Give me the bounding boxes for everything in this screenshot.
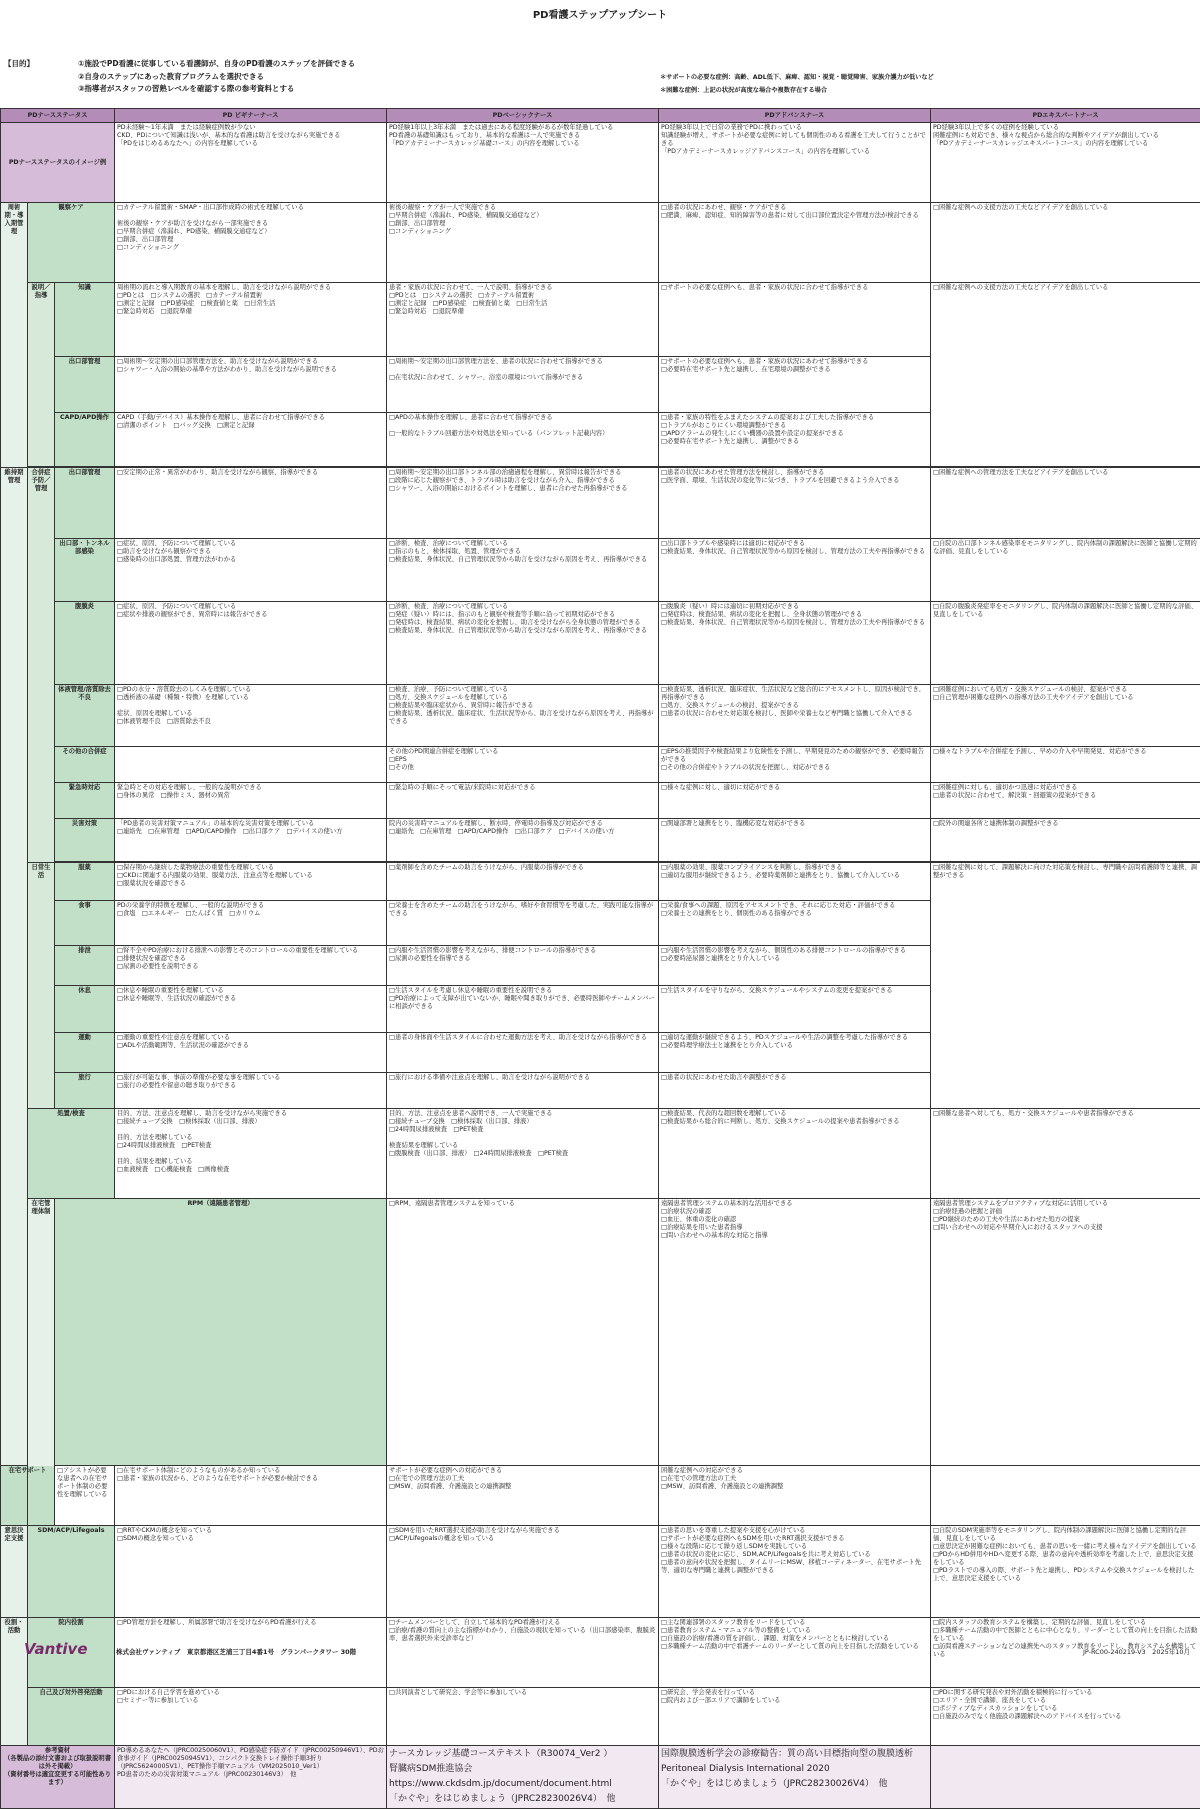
purpose-item: ③指導者がスタッフの習熟レベルを確認する際の参考資料とする xyxy=(78,83,638,96)
image-row xyxy=(1,123,1200,203)
row-label-disaster: 災害対策 xyxy=(55,819,115,862)
cell: □検査結果、代表的な超回数を理解している □検査結果から総合的に判断し、処方、交換スケジュールの提案や患者指導ができる xyxy=(659,1109,931,1199)
header-beginner: PD ビギナーナース xyxy=(115,109,387,123)
row-label-rest: 休息 xyxy=(55,986,115,1033)
cell: □共同演者として研究会、学会等に参加している xyxy=(387,1688,659,1746)
cell xyxy=(115,747,387,783)
purpose-label: 【目的】 xyxy=(4,58,64,71)
note-support: ＊サポートの必要な症例：高齢、ADL低下、麻痺、認知・視覚・聴覚障害、家族介護力が低いなど xyxy=(660,71,934,84)
cell: □主な関連部署のスタッフ教育をリードをしている □患者教育システム・マニュアル等の整備をしている □自施設の治療/看護の質を評価し、課題、対策をメンバーとともに検討している □多職種チーム活動の中で看護チームのリーダーとして質の向上を目指した活動をしている xyxy=(659,1618,931,1688)
cell: □自院の出口部トンネル感染率をモニタリングし、院内体制の課題解決に医師と協働し定期的な評価、見直しをしている xyxy=(931,539,1200,602)
cell: □PDの水分・溶質除去のしくみを理解している □透析液の基礎（種類・特徴）を理解している 症状、原因を理解している □体液管理不良 □溶質除去不良 xyxy=(115,685,387,747)
cell: □腹膜炎（疑い）時には適切に初期対応ができる □発症時は、検査結果、病状の変化を把握し、全身状態の管理ができる □検査結果、身体状況、自己管理状況等から原因を検討し、管理方法の工夫や再指導ができる xyxy=(659,602,931,685)
cell: □様々なトラブルや合併症を予測し、早めの介入や早期発見、対応ができる xyxy=(931,747,1200,783)
cell: 術後の観察・ケアが一人で実施できる □早期合併症（滲漏れ、PD感染、横隔膜交通症など） □創部、出口部管理 □コンディショニング xyxy=(387,203,659,283)
header-basic: PDベーシックナース xyxy=(387,109,659,123)
category-comp: 合併症予防／管理 xyxy=(28,468,55,863)
category-role: 役割・活動 xyxy=(1,1618,28,1746)
category-daily: 日常生活 xyxy=(28,863,55,1109)
row-label-test: 処置/検査 xyxy=(28,1109,115,1199)
table-row xyxy=(1,747,1200,783)
row-label-perit: 腹膜炎 xyxy=(55,602,115,685)
header-expert: PDエキスパートナース xyxy=(931,109,1200,123)
reference-label: 参考資材 （各製品の添付文書および取扱説明書は外そ掲載） （資材番号は適宜変更する可能性あります） xyxy=(1,1746,115,1809)
cell: □患者の身体面や生活スタイルに合わせた運動方法を考え、助言を受けながら指導ができる xyxy=(387,1033,659,1073)
cell: その他のPD関連合併症を理解している □EPS □その他 xyxy=(387,747,659,783)
reference-cell: ナースカレッジ基礎コーステキスト（R30074_Ver2 ） 腎臓病SDM推進協会 https://www.ckdsdm.jp/document/document.html 「かぐや」をはじめましょう（JPRC28230026V4） 他 xyxy=(387,1746,659,1809)
row-label-emerg: 緊急時対応 xyxy=(55,783,115,819)
cell: □内服や生活習慣の影響を考えながら、排便コントロールの指導ができる □尿測の必要性を指導できる xyxy=(387,946,659,986)
cell: □生活スタイルを考慮し休息や睡眠の重要性を説明できる □PD治療によって支障が出ていないか、睡眠や聞き取りができ、必要時医師やチームメンバーに相談ができる xyxy=(387,986,659,1033)
image-cell: PD経験1年以上3年未満 または過去にある程度経験があるが数年経過している PD看護の基礎知識はもっており、基本的な看護は一人で実施できる 「PDアカデミーナースカレッジ基礎コース」の内容を理解している xyxy=(387,123,659,203)
page-title: PD看護ステップアップシート xyxy=(0,6,1200,21)
header-status: PDナースステータス xyxy=(1,109,115,123)
cell: □患者の状況にあわせた管理方法を検討し、指導ができる □医学面、環境、生活状況の変化等に気づき、トラブルを回避できるよう介入できる xyxy=(659,468,931,539)
notes-section xyxy=(660,71,934,97)
row-label-travel: 旅行 xyxy=(55,1073,115,1109)
category-maint: 維持期管理 xyxy=(1,468,28,1466)
table-row xyxy=(1,468,1200,539)
image-cell: PD未経験～1年未満 または経験症例数が少ない CKD、PDについて知識は浅いが、基本的な看護は助言を受けながら実施できる 「PDをはじめるあなたへ」の内容を理解している xyxy=(115,123,387,203)
cell: □薬剤師を含めたチームの助言をうけながら、内服薬の指導ができる xyxy=(387,863,659,901)
cell: □困難な症例への管理方法を工夫などアイデアを創出している xyxy=(931,468,1200,539)
row-label-exit2: 出口部管理 xyxy=(55,468,115,539)
row-label-obs: 観察ケア xyxy=(28,203,115,283)
category-explain: 説明／指導 xyxy=(28,283,55,467)
category-periop: 周術期・導入期管理 xyxy=(1,203,28,468)
cell: □診断、検査、治療について理解している □指示のもと、検体採取、処置、管理ができる □検査結果、身体状況、自己管理状況等から助言を受けながら原因を考え、再指導ができる xyxy=(387,539,659,602)
footer xyxy=(0,1640,1200,1660)
cell: □周術期～安定期の出口部管理方法を、患者の状況に合わせて指導ができる □在宅状況に合わせて、シャワー、浴室の環境について指導ができる xyxy=(387,357,659,413)
row-label-homesup: 在宅サポート xyxy=(1,1466,55,1526)
cell: □RRTやCKMの概念を知っている □SDMの概念を知っている xyxy=(115,1526,387,1618)
cell: □在宅サポート体制にどのようなものがあるか知っている □患者・家族の状況から、どのような在宅サポートが必要か検討できる xyxy=(115,1466,387,1526)
cell: □腎不全やPD治療における排泄への影響とそのコントロールの重要性を理解している □排便状況を確認できる □尿測の必要性を説明できる xyxy=(115,946,387,986)
cell: □困難な症例への支援方法の工夫などアイデアを創出している xyxy=(931,203,1200,283)
category-decision: 意思決定支援 xyxy=(1,1526,28,1618)
company-address: 株式会社ヴァンティブ 東京都港区芝浦三丁目4番1号 グランパークタワー 30階 xyxy=(116,1647,356,1656)
cell: □症状、原因、予防について理解している □助言を受けながら観察ができる □感染時の出口部処置、管理方法がわかる xyxy=(115,539,387,602)
table-row xyxy=(1,203,1200,283)
document-code: JP-RC00-240219-V3 2025年10月 xyxy=(1083,1647,1190,1656)
row-label-sdm: SDM/ACP/Lifegoals xyxy=(28,1526,115,1618)
row-label-other: その他の合併症 xyxy=(55,747,115,783)
cell: □研究会、学会発表を行っている □院内および一部エリアで講師をしている xyxy=(659,1688,931,1746)
row-label-med: 服薬 xyxy=(55,863,115,901)
row-label-inhouse: 院内役割 xyxy=(28,1618,115,1688)
cell: □PDに関する研究発表や対外活動を積極的に行っている □エリア・全国で講師、座長をしている □ポジティブなディスカッションをしている □自施設のみでなく他施設の課題解決へのアドバイスを行っている xyxy=(931,1688,1200,1746)
row-label-capd: CAPD/APD操作 xyxy=(55,413,115,467)
table-row xyxy=(1,783,1200,819)
cell: □困難な患者へ対しても、処方・交換スケジュールや患者指導ができる xyxy=(931,1109,1200,1199)
cell: □検査結果、透析状況、臨床症状、生活状況など総合的にアセスメントし、原因が検討でき、再指導ができる □処方、交換スケジュールの検討、提案ができる □患者の状況に合わせた対応策を検討し、医師や栄養士など専門職と協働して介入できる xyxy=(659,685,931,747)
cell: □様々な症例に対し、適切に対応ができる xyxy=(659,783,931,819)
cell: □出口部トラブルや感染時には適切に対応ができる □検査結果、身体状況、自己管理状況等から原因を検討し、管理方法の工夫や再指導ができる xyxy=(659,539,931,602)
cell: □安定期の正常・異常がわかり、助言を受けながら観察、指導ができる xyxy=(115,468,387,539)
step-up-table xyxy=(0,108,1200,1809)
purpose-item: ①施設でPD看護に従事している看護師が、自身のPD看護のステップを評価できる xyxy=(78,58,638,71)
cell: □関連部署と連携をとり、臨機応変な対応ができる xyxy=(659,819,931,862)
cell: CAPD（手動/デバイス）基本操作を理解し、患者に合わせて指導ができる □清潔のポイント □バッグ交換 □測定と記録 xyxy=(115,413,387,467)
cell: □PDにおける自己学習を進めている □セミナー等に参加している xyxy=(115,1688,387,1746)
cell: □チームメンバーとして、自立して基本的なPD看護が行える □治療/看護の質向上の主な指標がわかり、自施設の現状を知っている（出口部感染率、腹膜炎率、患者選択外来受診率など） xyxy=(387,1618,659,1688)
cell: □保存期から継続した薬物療法の重要性を理解している □CKDに関連する内服薬の効果、服薬方法、注意点等を理解している □服薬状況を確認できる xyxy=(115,863,387,901)
cell: □院内スタッフの教育システムを構築し、定期的な評価、見直しをしている □多職種チーム活動の中で医師とともに中心となり、リーダーとして質の向上を目指した活動をしている □訪問看護ステーションなどの連携先へのスタッフ教育をリードし、教育システムを構築している xyxy=(931,1618,1200,1688)
cell: □旅行が可能な事、事前の準備が必要な事を理解している □旅行の必要性や留意の聴き取りができる xyxy=(115,1073,387,1109)
cell: 患者・家族の状況に合わせて、一人で説明、指導ができる □PDとは □システムの選択 □カテーテル留置術 □測定と記録 □PD感染症 □検査値と薬 □日常生活 □緊急時対応 □退院準備 xyxy=(387,283,659,357)
image-cell: PD経験3年以上で日常の業務でPDに携わっている 知識経験が増え、サポートが必要な症例に対しても個別性のある看護を工夫して行うことができる 「PDアカデミーナースカレッジアドバンスコース」の内容を理解している xyxy=(659,123,931,203)
reference-cell xyxy=(931,1746,1200,1809)
row-label-exer: 運動 xyxy=(55,1033,115,1073)
header-row xyxy=(1,109,1200,123)
cell: □患者の状況にあわせた助言や調整ができる xyxy=(659,1073,931,1109)
row-label-food: 食事 xyxy=(55,901,115,946)
cell: □院外の関連各所と連携体制の調整ができる xyxy=(931,819,1200,862)
purpose-item: ②自身のステップにあった教育プログラムを選択できる xyxy=(78,71,638,84)
table-row xyxy=(1,283,1200,357)
row-label-tunnel: 出口部・トンネル部感染 xyxy=(55,539,115,602)
cell: □困難な症例への支援方法の工夫などアイデアを創出している xyxy=(931,283,1200,467)
cell: 困難な症例への対応ができる □在宅での管理方法の工夫 □MSW、訪問看護、介護施設との連携調整 xyxy=(659,1466,931,1526)
cell: □休息や睡眠の重要性を理解している □休息や睡眠等、生活状況の確認ができる xyxy=(115,986,387,1033)
cell: 緊急時とその対応を理解し、一般的な説明ができる □身体の異常 □操作ミス、器材の異常 xyxy=(115,783,387,819)
cell: □診断、検査、治療について理解している □発症（疑い）時には、指示のもと観察や検査等手順に沿って初期対応ができる □発症時は、検査結果、病状の変化を把握し、助言を受けながら全身状態の管理ができる □検査結果、身体状況、自己管理状況等から助言を受けながら原因を考え、再指導ができる xyxy=(387,602,659,685)
cell: □栄養/食事への課題、原因をアセスメントでき、それに応じた対応・評価ができる □栄養士との連携をとり、個別性のある指導ができる xyxy=(659,901,931,946)
cell: □困難な症例に対して、課題解決に向けた対応策を検討し、専門職や訪問看護師等と連携、調整ができる xyxy=(931,863,1200,1109)
cell: サポートが必要な症例への対応ができる □在宅での管理方法の工夫 □MSW、訪問看護、介護施設との連携調整 xyxy=(387,1466,659,1526)
table-row xyxy=(1,1466,1200,1526)
cell: □周術期～安定期の出口部管理方法を、助言を受けながら説明ができる □シャワー・入浴の開始の基準や方法がわかり、助言を受けながら説明できる xyxy=(115,357,387,413)
reference-row xyxy=(1,1746,1200,1809)
cell: 目的、方法、注意点を患者へ説明でき、一人で実施できる □接続チューブ交換 □検体採取（出口部、排液） □24時間尿排液検査 □PET検査 検査結果を理解している □腹膜検査（出口部、排液） □24時間尿排液検査 □PET検査 xyxy=(387,1109,659,1199)
cell: □アシストが必要な患者への在宅サポート体制の必要性を理解している xyxy=(55,1466,115,1526)
cell: □困難症例に対しも、適切かつ迅速に対応ができる □患者の状況に合わせて、解決策・回避策の提案ができる xyxy=(931,783,1200,819)
category-home: 在宅管理体制 xyxy=(28,1199,55,1526)
table-row xyxy=(1,1526,1200,1618)
cell: □自院のSDM実施率等をモニタリングし、院内体制の課題解決に医師と協働し定期的な評価、見直しをしている □意思決定が困難な症例においても、患者の思いを一緒に考え様々なアイデアを創出している □PDからHD併用やHDへ変更する際、患者の意向や透析効率を考慮した上で、意思決定支援をしている □PDラストでの導入の際、サポート先と連携し、PDシステムや交換スケジュールを検討した上で、意思決定支援をしている xyxy=(931,1526,1200,1618)
cell: □検査、治療、予防について理解している □処方、交換スケジュールを理解している □検査結果や臨床症状から、異常時に報告ができる □検査結果、透析状況、臨床症状、生活状況等から、助言を受けながら原因を考え、再指導ができる xyxy=(387,685,659,747)
cell: 遠隔患者管理システムをプロアクティブな対応に活用している □治療経過の把握と評価 □PD継続のための工夫や生活にあわせた処方の提案 □問い合わせへの対応や早期介入におけるスタッフへの支援 xyxy=(931,1199,1200,1466)
row-label-know: 知識 xyxy=(55,283,115,357)
cell: □旅行における準備や注意点を理解し、助言を受けながら説明ができる xyxy=(387,1073,659,1109)
cell: PDの栄養学的特徴を理解し、一般的な説明ができる □食塩 □エネルギー □たんぱく質 □カリウム xyxy=(115,901,387,946)
cell: □周術期～安定期の出口部トンネル部の治癒過程を理解し、異常時は報告ができる □段階に応じた観察ができ、トラブル時は助言を受けながら介入、指導ができる □シャワー、入浴の開始におけるポイントを理解し、患者に合わせた再指導ができる xyxy=(387,468,659,539)
cell: □PD管理方針を理解し、所属部署で助言を受けながらPD看護が行える xyxy=(115,1618,387,1688)
table-row xyxy=(1,539,1200,602)
cell: □患者の思いを尊重した提案や支援を心がけている □サポートが必要な症例へもSDMを用いたRRT選択支援ができる □様々な段階に応じて繰り返しSDMを実践している □患者の状況の変化に応じ、SDM,ACP/Lifegoalsを共に考え対応している □患者の意向や状況を把握し、タイムリーにMSW、移植コーディネーター、在宅サポート先等、適切な専門職と連携し調整ができる xyxy=(659,1526,931,1618)
cell: 周術期の流れと導入期教育の基本を理解し、助言を受けながら説明ができる □PDとは □システムの選択 □カテーテル留置術 □測定と記録 □PD感染症 □検査値と薬 □日常生活 □緊急時対応 □退院準備 xyxy=(115,283,387,357)
cell: □症状、原因、予防について理解している □症状や排液の観察ができ、異常時には報告ができる xyxy=(115,602,387,685)
cell: 院内の災害時マニュアルを理解し、断水時、停電時の指導及び対応ができる □連絡先 □在庫管理 □APD/CAPD操作 □出口部ケア □デバイスの使い方 xyxy=(387,819,659,862)
image-row-label: PDナースステータスのイメージ例 xyxy=(1,123,115,203)
table-row xyxy=(1,1109,1200,1199)
cell: 遠隔患者管理システムの基本的な活用ができる □治療状況の確認 □血圧、体重の変化の確認 □治療結果を用いた患者指導 □問い合わせへの基本的な対応と指導 xyxy=(659,1199,931,1466)
cell: □サポートの必要な症例へも、患者・家族の状況にあわせて指導ができる □必要時在宅サポート先と連携し、在宅環境の調整ができる xyxy=(659,357,931,413)
row-label-exit: 出口部管理 xyxy=(55,357,115,413)
table-row xyxy=(1,819,1200,862)
reference-cell: 国際腹膜透析学会の診療勧告：質の高い目標指向型の腹膜透析 Peritoneal Dialysis International 2020 「かぐや」をはじめましょう（JPRC28230026V4） 他 xyxy=(659,1746,931,1809)
cell: □適切な運動が継続できるよう、PDスケジュールや生活の調整を考慮した指導ができる □必要時理学療法士と連携をとり介入している xyxy=(659,1033,931,1073)
cell: □内服や生活習慣の影響を考えながら、個別性のある排便コントロールの指導ができる □必要時泌尿器と連携をとり介入している xyxy=(659,946,931,986)
vantive-logo: Vantive xyxy=(24,1640,88,1658)
cell: □内服薬の効果、服薬コンプライアンスを判断し、指導ができる □適切な服用が継続できるよう、必要時薬剤師と連携をとり、協働して介入している xyxy=(659,863,931,901)
cell: □運動の重要性や注意点を理解している □ADLや活動範囲等、生活状況の確認ができる xyxy=(115,1033,387,1073)
cell: □EPSの推奨因子や検査結果より危険性を予測し、早期発見のための観察ができ、必要時報告ができる □その他の合併症やトラブルの状況を把握し、対応ができる xyxy=(659,747,931,783)
header-advance: PDアドバンスナース xyxy=(659,109,931,123)
note-difficult: ＊困難な症例：上記の状況が高度な場合や複数存在する場合 xyxy=(660,84,934,97)
cell: □自院の腹膜炎発症率をモニタリングし、院内体制の課題解決に医師と協働し定期的な評価、見直しをしている xyxy=(931,602,1200,685)
cell: 「PD患者の災害対策マニュアル」の基本的な災害対策を理解している □連絡先 □在庫管理 □APD/CAPD操作 □出口部ケア □デバイスの使い方 xyxy=(115,819,387,862)
reference-cell: PD導めるあなたへ（JPRC00250060V1）、PD感染症予防ガイド（JPRC00250946V1）、PDお食事ガイド（JPRC00250945V1）、コンパクト交換トレイ操作手順3折り（JPRC56240005V1）、PET操作手順マニュアル（VM2025010_Ver1） PD患者のための災害対策マニュアル（JPRC00230146V3） 他 xyxy=(115,1746,387,1809)
cell: □APDの基本操作を理解し、患者に合わせて指導ができる □一般的なトラブル回避方法や対処法を知っている（パンフレット記載内容） xyxy=(387,413,659,467)
table-row xyxy=(1,1199,1200,1466)
cell: □患者・家族の特性をふまえたシステムの提案および工夫した指導ができる □トラブルがおこりにくい環境調整ができる □APDアラームの発生しにくい機器の設置や設定の提案ができる □必要時在宅サポート先と連携し、調整ができる xyxy=(659,413,931,467)
table-row xyxy=(1,863,1200,901)
cell: 目的、方法、注意点を理解し、助言を受けながら実施できる □接続チューブ交換 □検体採取（出口部、排液） 目的、方法を理解している □24時間尿排液検査 □PET検査 目的、結果を理解している □血液検査 □心機能検査 □画像検査 xyxy=(115,1109,387,1199)
table-row xyxy=(1,685,1200,747)
cell: □SDMを用いたRRT選択支援が助言を受けながら実施できる □ACP/Lifegoalsの概念を知っている xyxy=(387,1526,659,1618)
cell: □RPM、遠隔患者管理システムを知っている xyxy=(387,1199,659,1466)
table-row xyxy=(1,602,1200,685)
cell: □患者の状況にあわせ、観察・ケアができる □肥満、麻痺、認知症、知的障害等の患者に対して出口部位置決定や管理方法が検討できる xyxy=(659,203,931,283)
cell: □栄養士を含めたチームの助言をうけながら、嗜好や食習慣等を考慮した、実践可能な指導ができる xyxy=(387,901,659,946)
row-label-self: 自己及び対外啓発活動 xyxy=(28,1688,115,1746)
row-label-bowel: 排泄 xyxy=(55,946,115,986)
cell: □困難症例においても処方・交換スケジュールの検討、提案ができる □自己管理が困難な症例への指導方法の工夫やアイデアを創出している xyxy=(931,685,1200,747)
cell: □サポートの必要な症例へも、患者・家族の状況に合わせて指導ができる xyxy=(659,283,931,357)
image-cell: PD経験3年以上で多くの症例を経験している 困難症例にも対応でき、様々な視点から総合的な判断やアイデアが創出している 「PDアカデミーナースカレッジエキスパートコース」の内容を理解している xyxy=(931,123,1200,203)
cell: □生活スタイルを守りながら、交換スケジュールやシステムの変更を提案ができる xyxy=(659,986,931,1033)
table-row xyxy=(1,1688,1200,1746)
cell: □カテーテル留置術・SMAP・出口部作成時の術式を理解している 術後の観察・ケアが助言を受けながら一部実施できる □早期合併症（滲漏れ、PD感染、横隔膜交通症など） □創部、出口部管理 □コンディショニング xyxy=(115,203,387,283)
cell: □緊急時の手順にそって電話/来院時に対応ができる xyxy=(387,783,659,819)
row-label-rpm: RPM（遠隔患者管理） xyxy=(55,1199,387,1466)
row-label-fluid: 体液管理/溶質除去不良 xyxy=(55,685,115,747)
